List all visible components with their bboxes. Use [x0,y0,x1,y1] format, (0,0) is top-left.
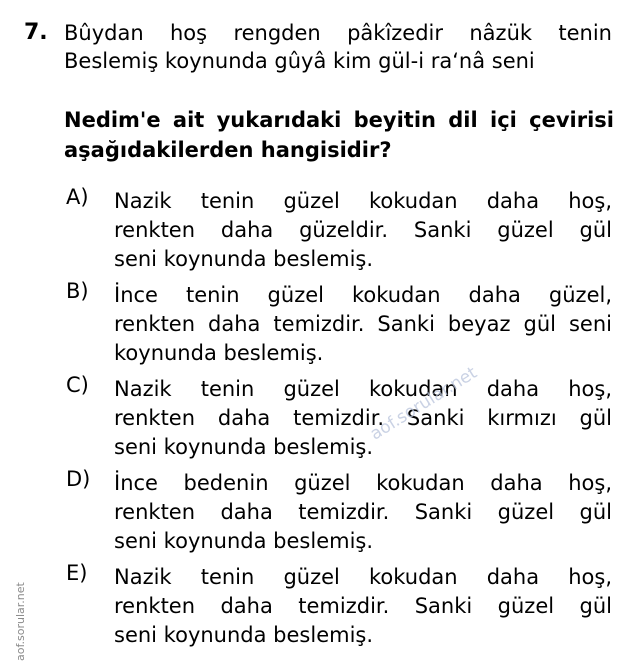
option-line: seni koynunda beslemiş. [114,529,374,553]
prompt-line-1: Nedim'e ait yukarıdaki beyitin dil içi çevirisi [64,108,614,132]
option-line: seni koynunda beslemiş. [114,247,374,271]
couplet-line-1: Bûydan hoş rengden pâkîzedir nâzük tenin [64,21,612,45]
option-letter: A) [66,185,89,209]
option-line: renkten daha temizdir. Sanki beyaz gül seni [114,312,612,336]
prompt-line-2: aşağıdakilerden hangisidir? [64,138,392,162]
option-letter: D) [66,467,91,491]
option-line: renkten daha temizdir. Sanki güzel gül [114,500,612,524]
option-line: seni koynunda beslemiş. [114,623,374,647]
option-line: Nazik tenin güzel kokudan daha hoş, [114,189,612,213]
option-a[interactable] [66,187,612,277]
option-e[interactable] [66,563,612,653]
option-text [114,187,612,274]
option-letter: C) [66,373,89,397]
option-line: İnce tenin güzel kokudan daha güzel, [114,283,612,307]
option-b[interactable] [66,281,612,371]
couplet-line-2: Beslemiş koynunda gûyâ kim gül-i ra‘nâ seni [64,49,535,73]
question-prompt [64,105,614,165]
option-line: renkten daha güzeldir. Sanki güzel gül [114,218,612,242]
option-line: koynunda beslemiş. [114,341,324,365]
option-text [114,375,612,462]
option-text [114,281,612,368]
option-line: Nazik tenin güzel kokudan daha hoş, [114,377,612,401]
option-letter: E) [66,561,88,585]
option-line: seni koynunda beslemiş. [114,435,374,459]
option-text [114,563,612,650]
option-line: Nazik tenin güzel kokudan daha hoş, [114,565,612,589]
option-line: renkten daha temizdir. Sanki kırmızı gül [114,406,612,430]
option-letter: B) [66,279,89,303]
couplet [64,19,612,75]
option-text [114,469,612,556]
option-c[interactable] [66,375,612,465]
option-line: renkten daha temizdir. Sanki güzel gül [114,594,612,618]
question-number: 7. [24,20,48,45]
watermark-center: aof.sorular.net [366,362,481,445]
option-line: İnce bedenin güzel kokudan daha hoş, [114,471,612,495]
option-d[interactable] [66,469,612,559]
watermark-side: aof.sorular.net [14,582,27,661]
